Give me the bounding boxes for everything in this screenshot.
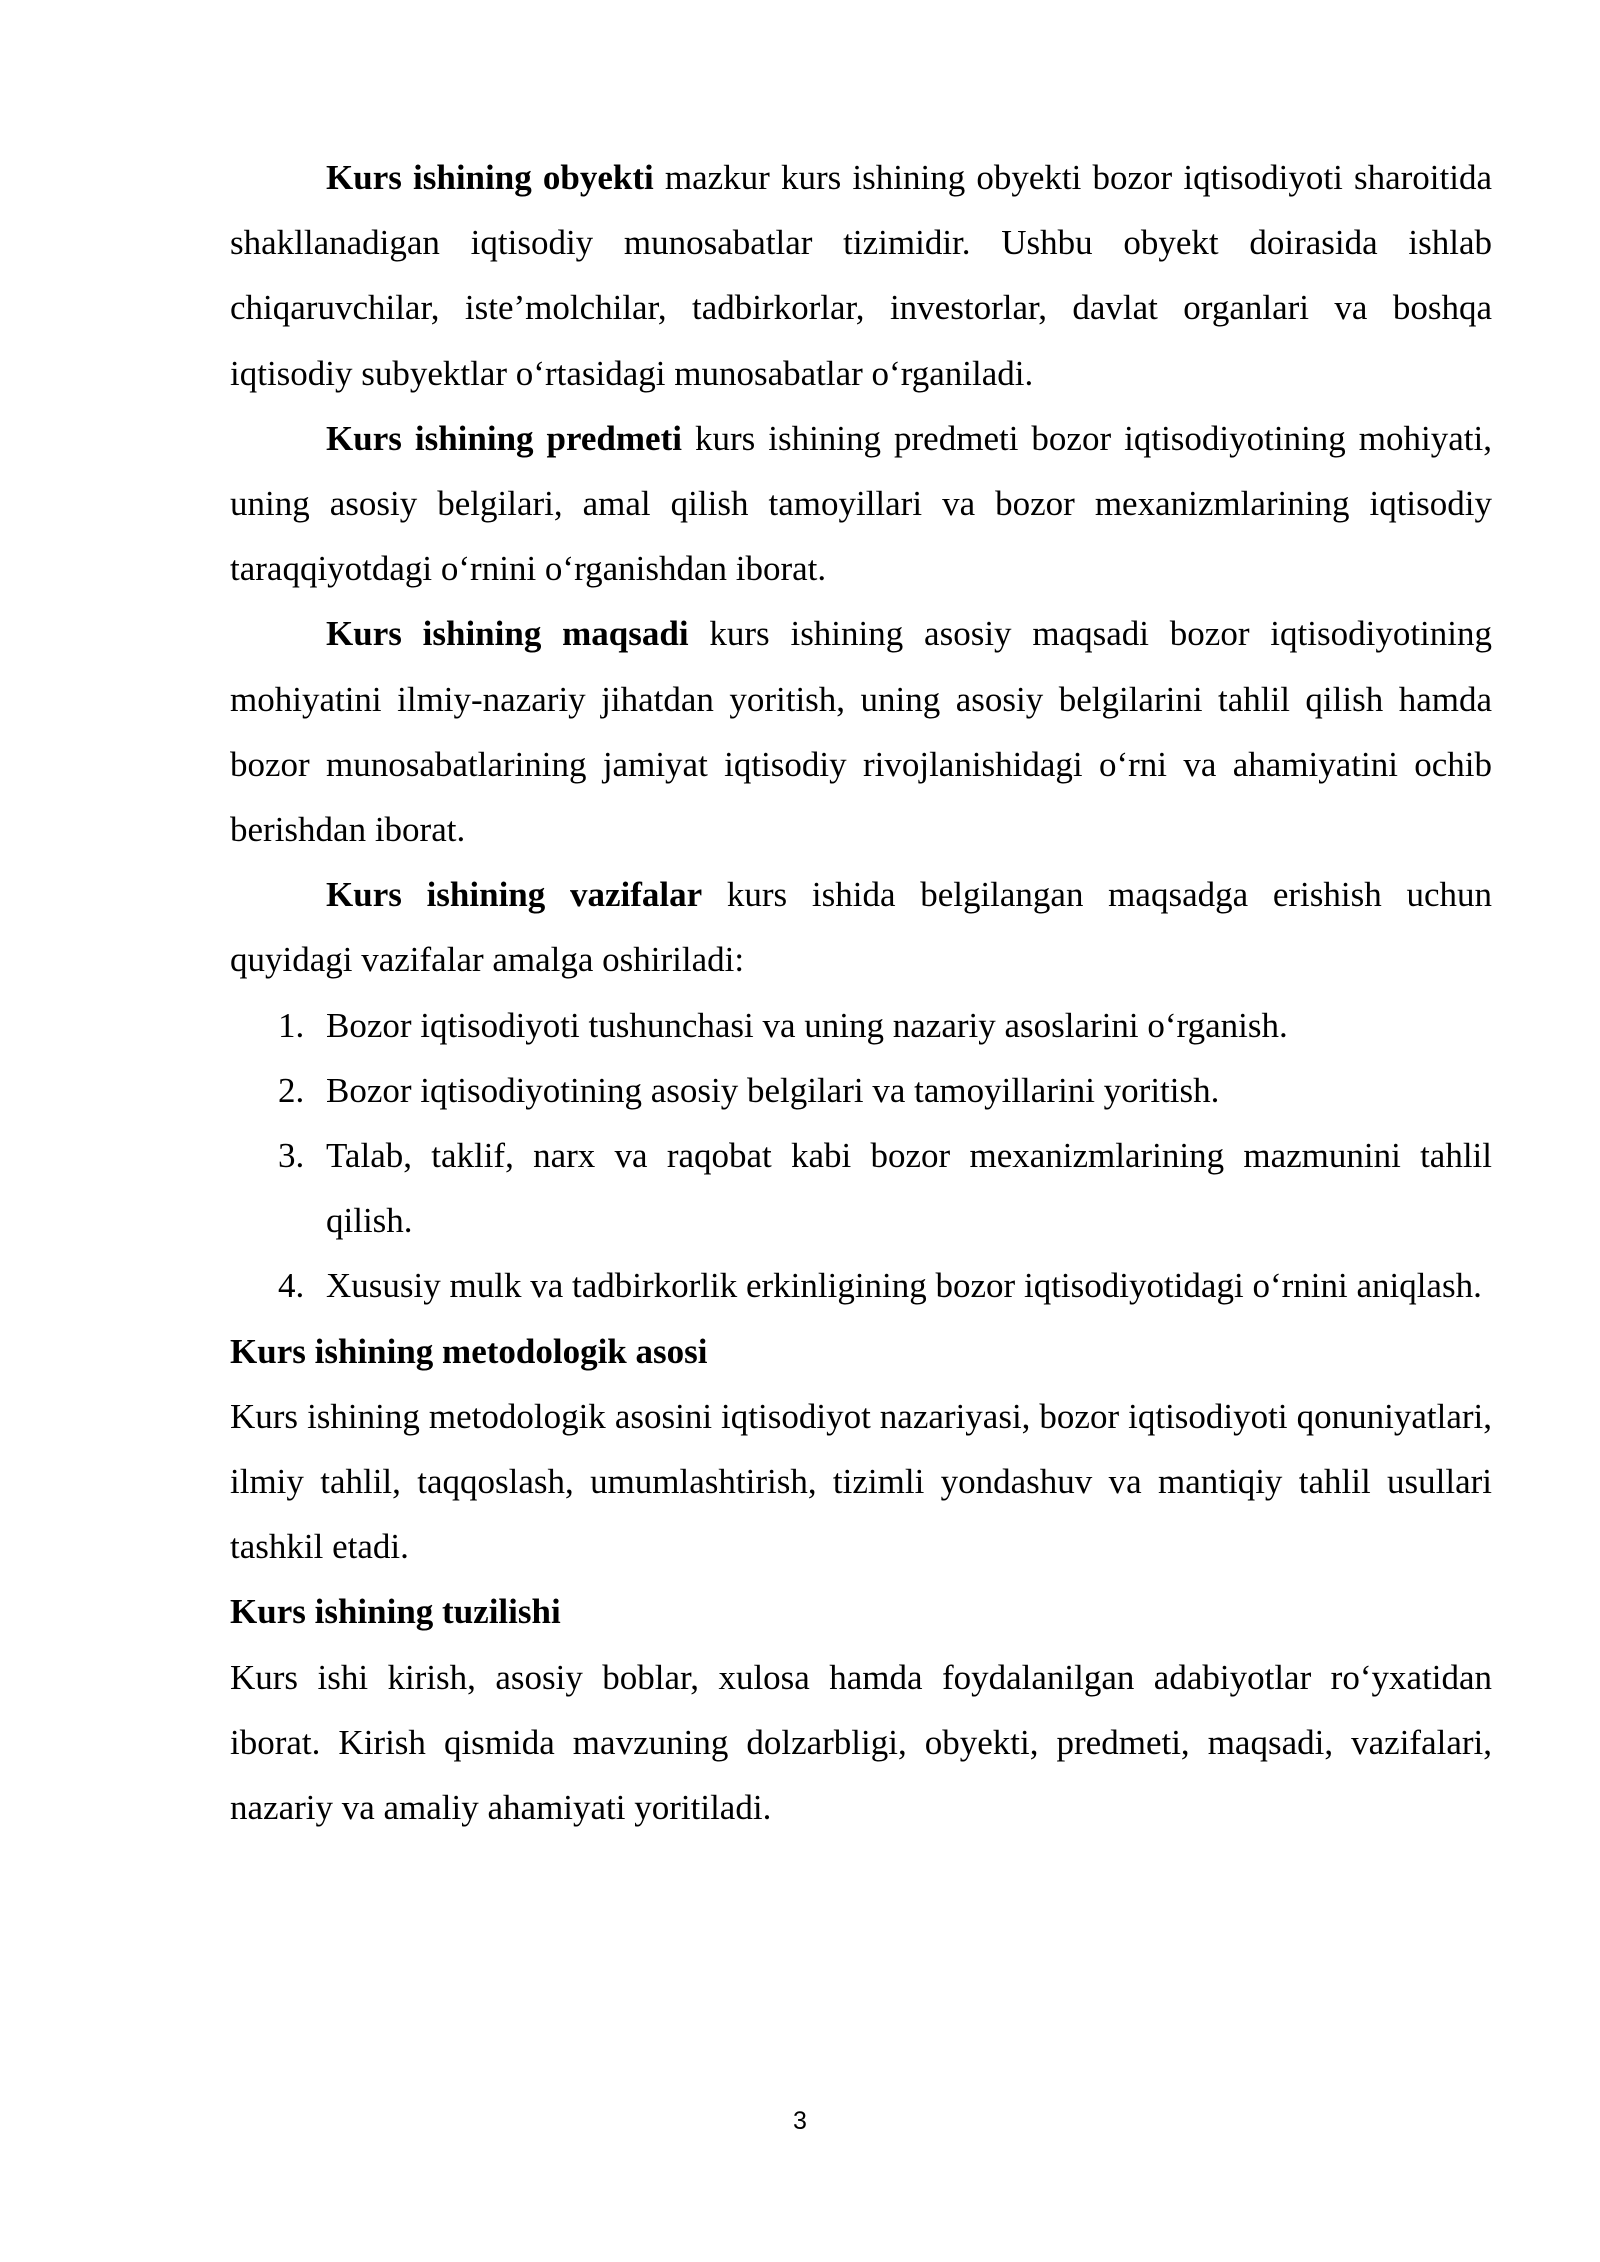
- paragraph-tuzilishi: Kurs ishi kirish, asosiy boblar, xulosa hamda foydalanilgan adabiyotlar ro‘yxatidan iborat. Kirish qismida mavzuning dolzarbligi, obyekti, predmeti, maqsadi, vazifalari, nazariy va amaliy ahamiyati yoritiladi.: [230, 1657, 1492, 1828]
- list-item: [278, 1058, 1492, 1123]
- paragraph-lead: Kurs ishining vazifalar: [326, 875, 703, 915]
- paragraph-text: kurs ishining predmeti bozor iqtisodiyotining mohiyati, uning asosiy belgilari, amal qilish tamoyillari va bozor mexanizmlarining iqtisodiy taraqqiyotdagi o‘rnini o‘rganishdan iborat.: [230, 418, 1492, 589]
- paragraph-text: kurs ishining asosiy maqsadi bozor iqtisodiyotining mohiyatini ilmiy-nazariy jihatdan yoritish, uning asosiy belgilarini tahlil qilish hamda bozor munosabatlarining jamiyat iqtisodiy rivojlanishidagi o‘rni va ahamiyatini ochib berishdan iborat.: [230, 614, 1492, 850]
- list-item: [278, 993, 1492, 1058]
- task-list: [230, 993, 1492, 1319]
- paragraph-vazifalar: [230, 862, 1492, 992]
- paragraph-metodologik: Kurs ishining metodologik asosini iqtisodiyot nazariyasi, bozor iqtisodiyoti qonuniyatlari, ilmiy tahlil, taqqoslash, umumlashtirish, tizimli yondashuv va mantiqiy tahlil usullari tashkil etadi.: [230, 1396, 1492, 1567]
- list-item-text: Bozor iqtisodiyotining asosiy belgilari va tamoyillarini yoritish.: [326, 1070, 1220, 1110]
- paragraph-maqsad: [230, 601, 1492, 862]
- paragraph-predmet: [230, 406, 1492, 602]
- section-heading-tuzilishi: Kurs ishining tuzilishi: [230, 1592, 561, 1632]
- paragraph-text: mazkur kurs ishining obyekti bozor iqtisodiyoti sharoitida shakllanadigan iqtisodiy munosabatlar tizimidir. Ushbu obyekt doirasida ishlab chiqaruvchilar, iste’molchilar, tadbirkorlar, investorlar, davlat organlari va boshqa iqtisodiy subyektlar o‘rtasidagi munosabatlar o‘rganiladi.: [230, 158, 1492, 393]
- paragraph-lead: Kurs ishining predmeti: [326, 418, 682, 458]
- paragraph-text: kurs ishida belgilangan maqsadga erishish uchun quyidagi vazifalar amalga oshiriladi:: [230, 875, 1492, 980]
- list-item-text: Xususiy mulk va tadbirkorlik erkinligining bozor iqtisodiyotidagi o‘rnini aniqlash.: [326, 1266, 1482, 1306]
- paragraph-lead: Kurs ishining obyekti: [326, 158, 654, 197]
- list-item: [278, 1123, 1492, 1253]
- list-item-text: Bozor iqtisodiyoti tushunchasi va uning nazariy asoslarini o‘rganish.: [326, 1005, 1288, 1045]
- list-item-text: Talab, taklif, narx va raqobat kabi bozor mexanizmlarining mazmunini tahlil qilish.: [326, 1136, 1492, 1241]
- list-item-number: 2.: [278, 1070, 305, 1110]
- list-item-number: 4.: [278, 1266, 305, 1306]
- paragraph-lead: Kurs ishining maqsadi: [326, 614, 689, 654]
- document-page: [230, 145, 1492, 1840]
- page-number: 3: [793, 2107, 807, 2135]
- list-item-number: 1.: [278, 1005, 305, 1045]
- paragraph-obyekt: [230, 145, 1492, 406]
- list-item-number: 3.: [278, 1136, 305, 1176]
- section-heading-metodologik: Kurs ishining metodologik asosi: [230, 1331, 708, 1371]
- list-item: [278, 1253, 1492, 1318]
